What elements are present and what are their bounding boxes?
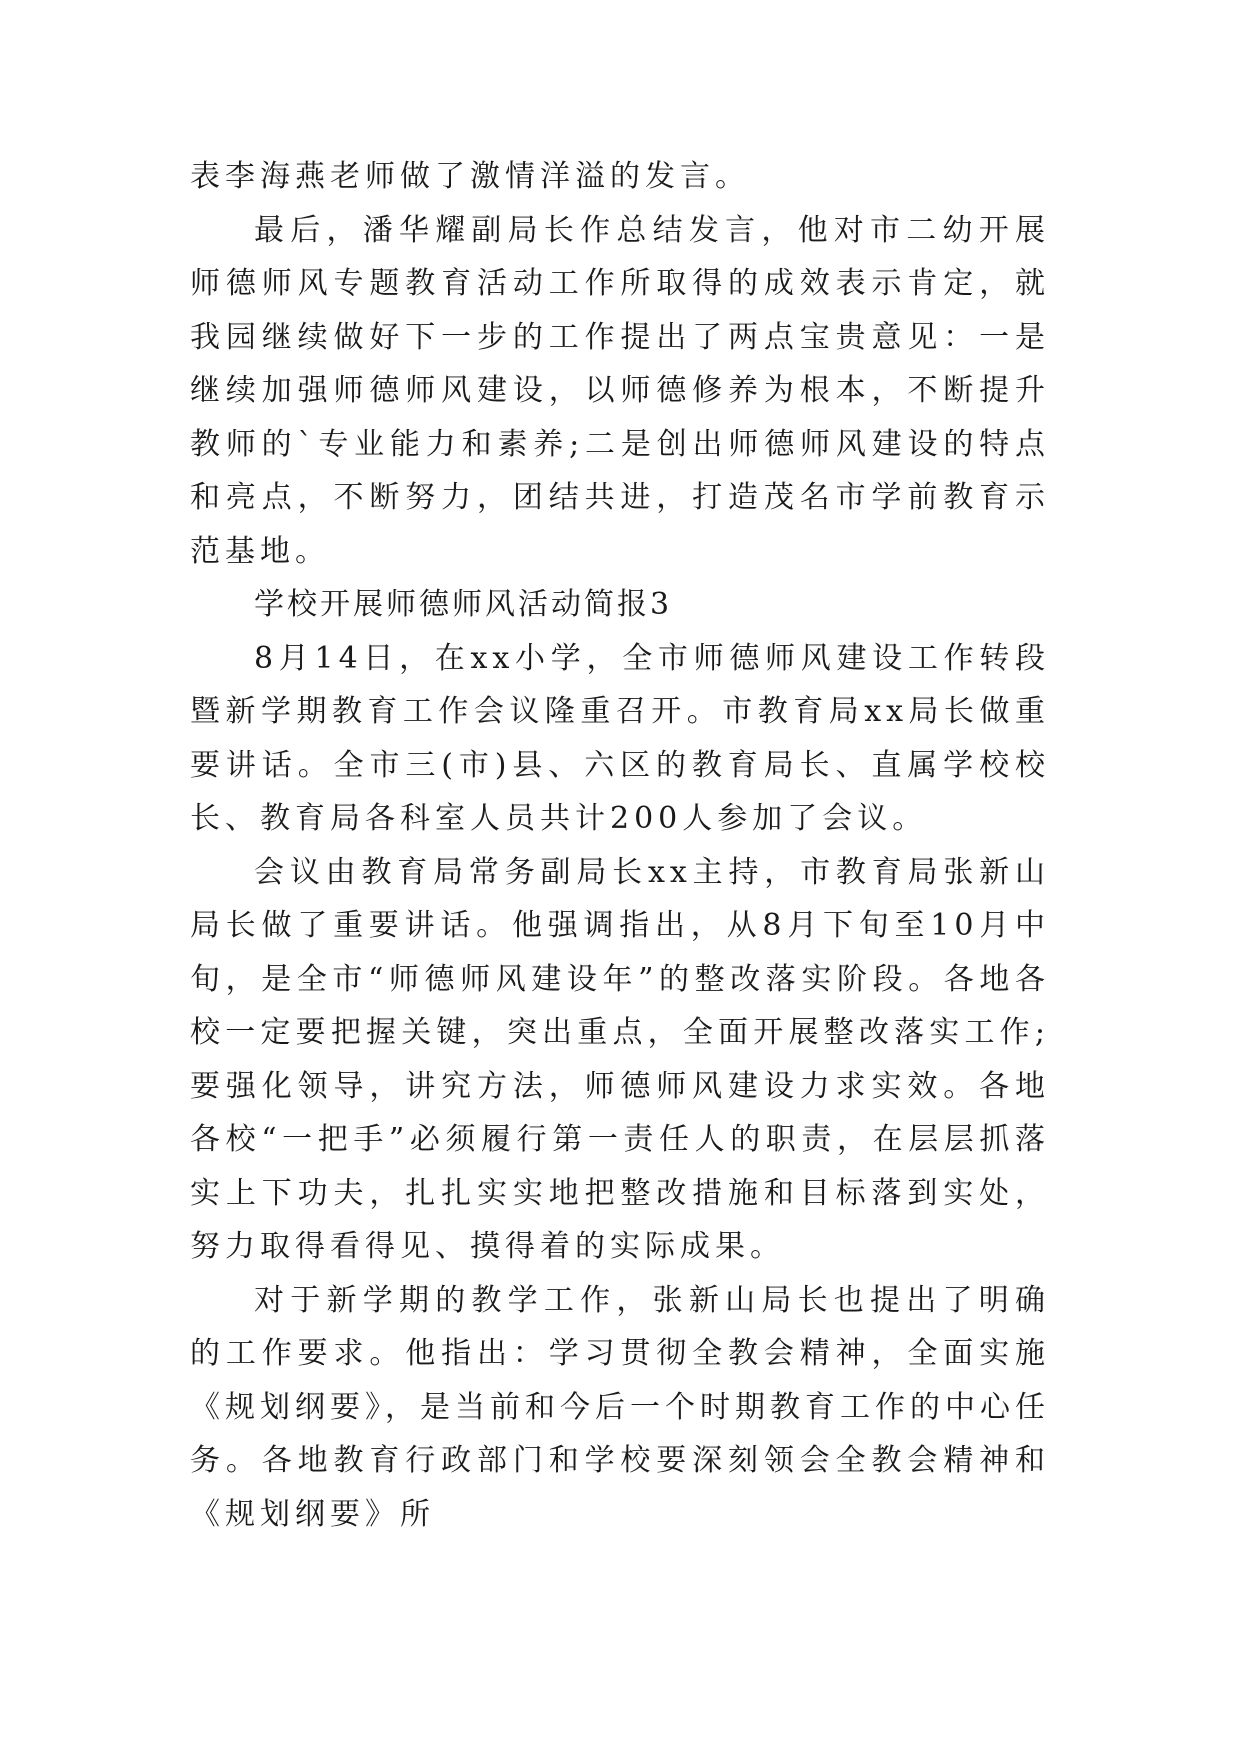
paragraph-meeting-intro: 8月14日，在xx小学，全市师德师风建设工作转段暨新学期教育工作会议隆重召开。市教育局xx局长做重要讲话。全市三(市)县、六区的教育局长、直属学校校长、教育局各科室人员共计200人参加了会议。 bbox=[190, 640, 1050, 836]
paragraph-summary-speech: 最后，潘华耀副局长作总结发言，他对市二幼开展师德师风专题教育活动工作所取得的成效表示肯定，就我园继续做好下一步的工作提出了两点宝贵意见：一是继续加强师德师风建设，以师德修养为根本，不断提升教师的`专业能力和素养;二是创出师德师风建设的特点和亮点，不断努力，团结共进，打造茂名市学前教育示范基地。 bbox=[190, 212, 1050, 569]
paragraph-meeting-speech: 会议由教育局常务副局长xx主持，市教育局张新山局长做了重要讲话。他强调指出，从8月下旬至10月中旬，是全市“师德师风建设年”的整改落实阶段。各地各校一定要把握关键，突出重点，全面开展整改落实工作;要强化领导，讲究方法，师德师风建设力求实效。各地各校“一把手”必须履行第一责任人的职责，在层层抓落实上下功夫，扎扎实实地把整改措施和目标落到实处，努力取得看得见、摸得着的实际成果。 bbox=[190, 854, 1050, 1264]
section-heading: 学校开展师德师风活动简报3 bbox=[254, 587, 673, 622]
paragraph-continuation: 表李海燕老师做了激情洋溢的发言。 bbox=[190, 159, 750, 194]
document-body bbox=[190, 150, 1050, 1541]
paragraph-new-semester: 对于新学期的教学工作，张新山局长也提出了明确的工作要求。他指出：学习贯彻全教会精神，全面实施《规划纲要》，是当前和今后一个时期教育工作的中心任务。各地教育行政部门和学校要深刻领会全教会精神和《规划纲要》所 bbox=[190, 1282, 1050, 1532]
